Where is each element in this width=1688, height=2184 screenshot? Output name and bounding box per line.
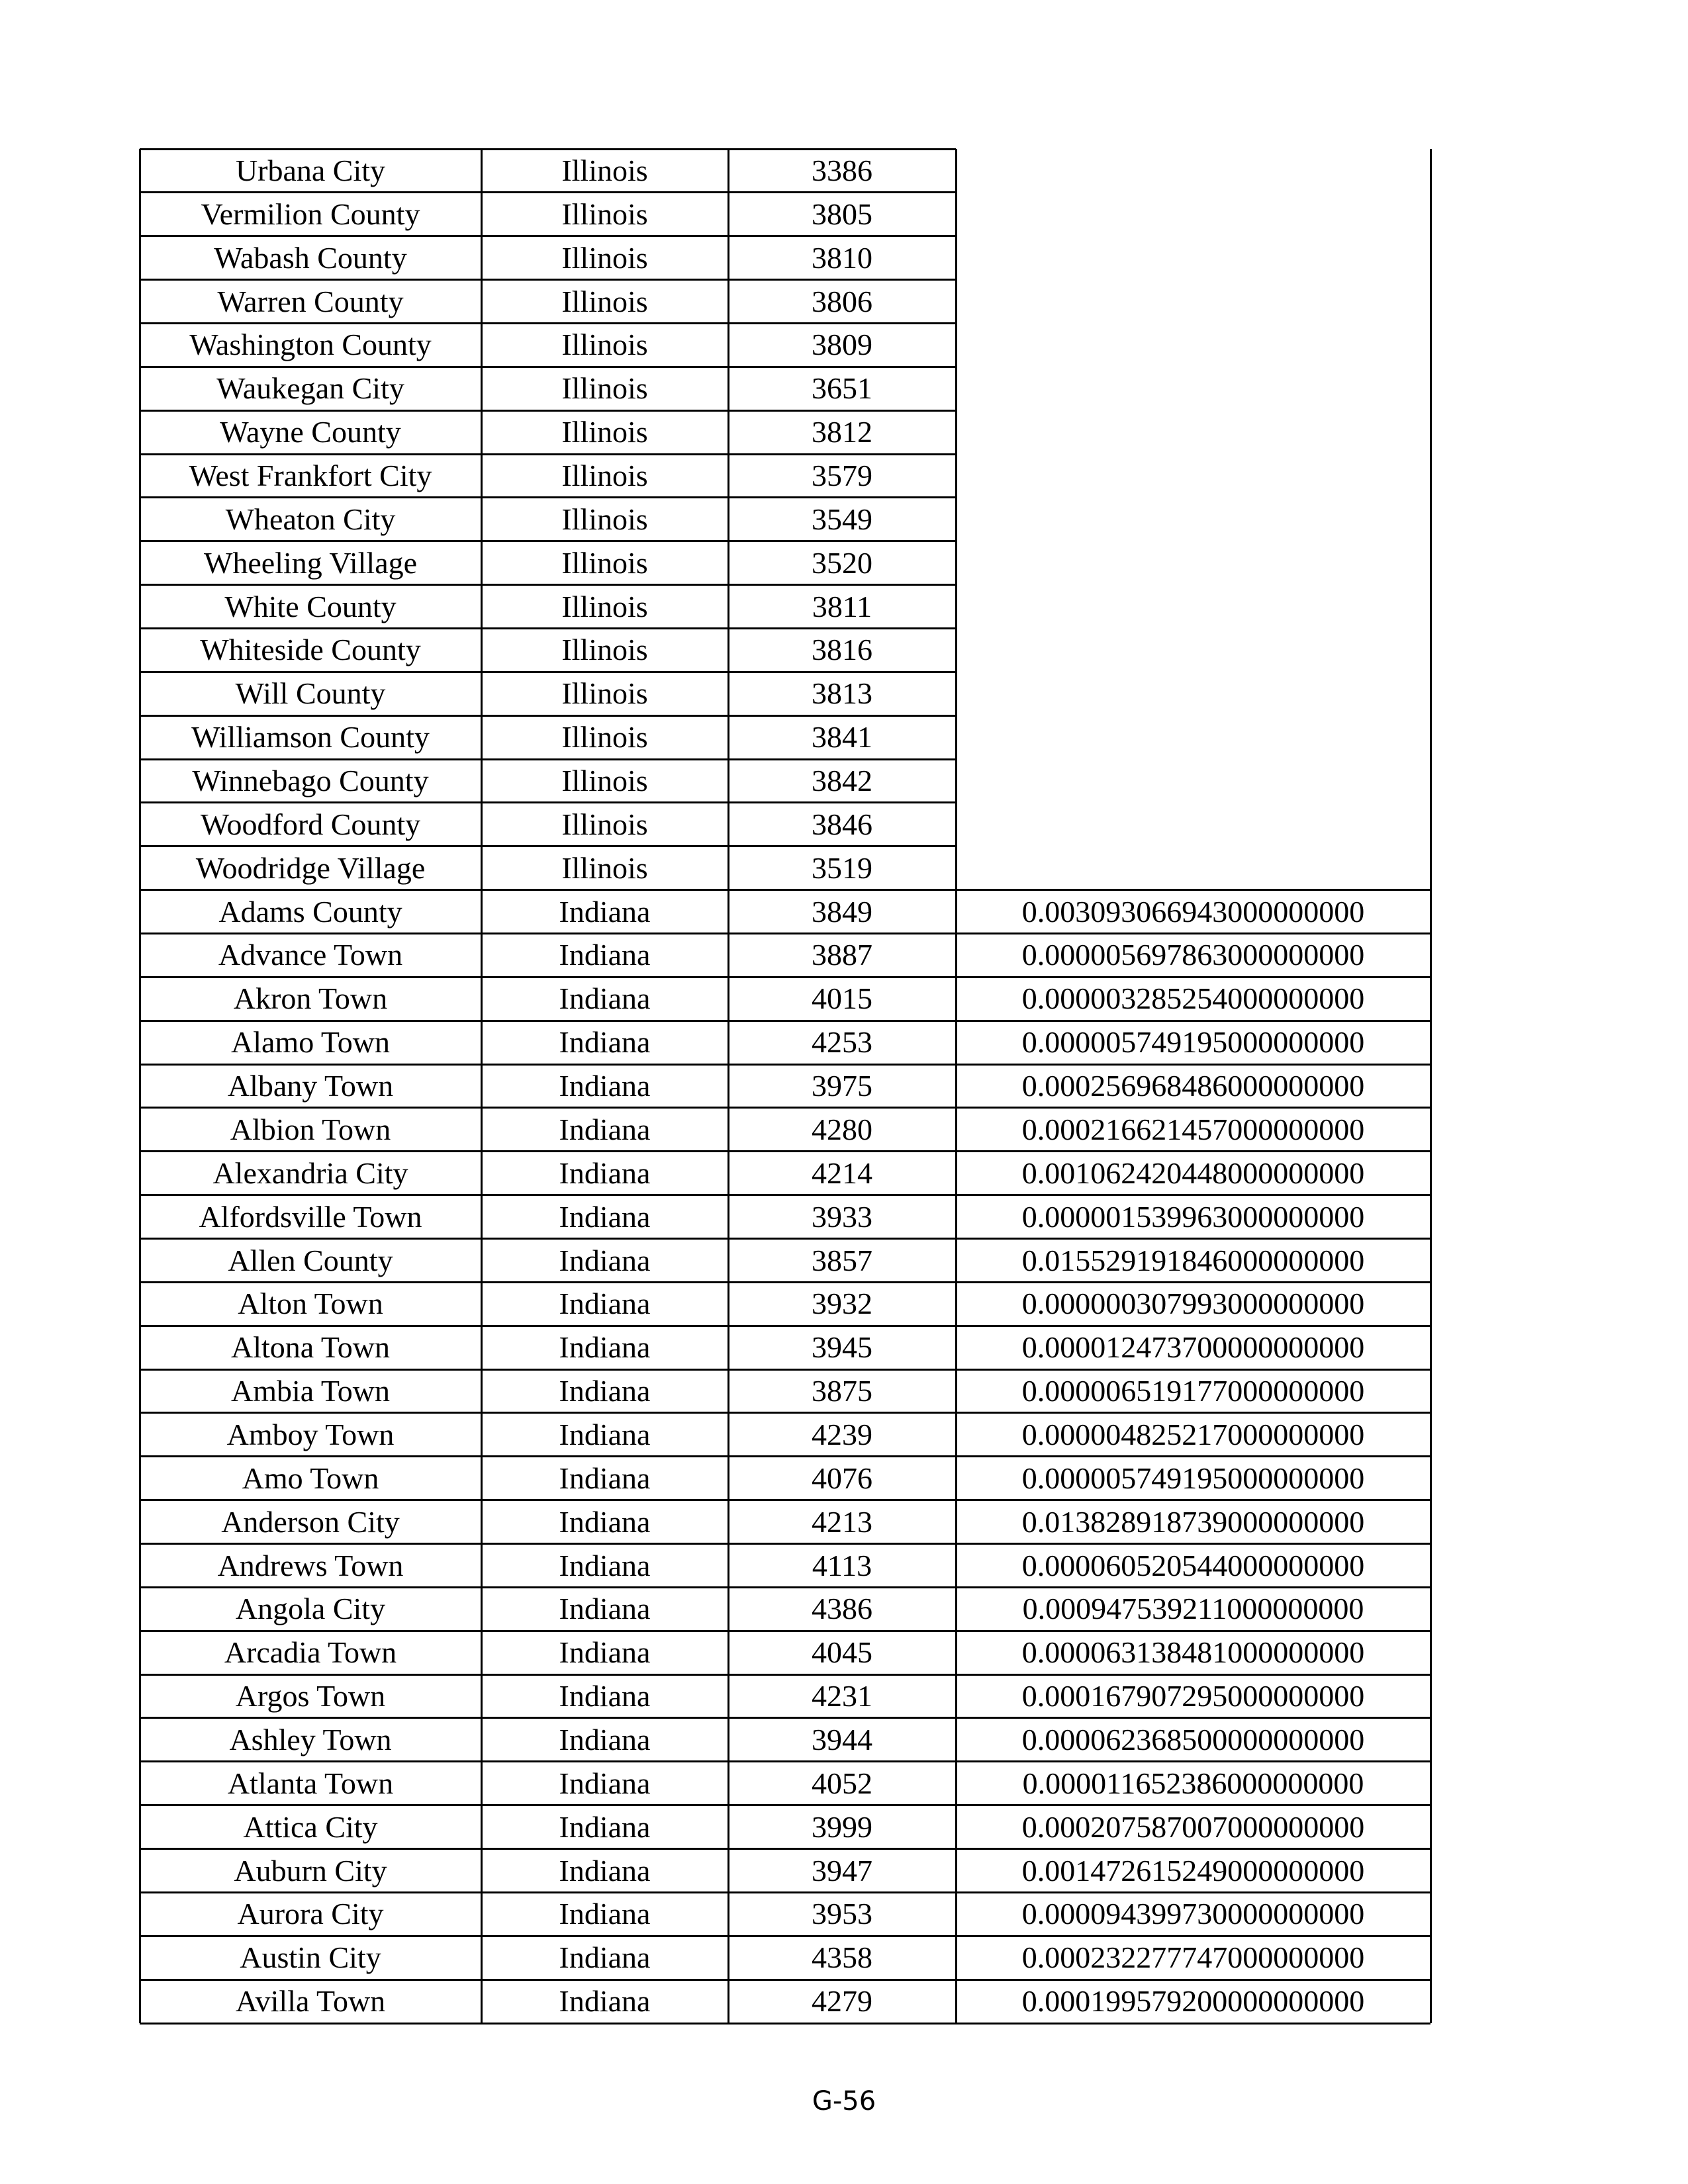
state-cell: Indiana xyxy=(559,1809,651,1844)
page-number: G-56 xyxy=(812,2086,876,2116)
code-cell: 3386 xyxy=(812,154,872,187)
state-cell: Illinois xyxy=(561,240,648,275)
code-cell: 3811 xyxy=(812,589,872,623)
table-row xyxy=(140,628,1430,672)
place-name-cell: Argos Town xyxy=(235,1679,386,1713)
row-divider xyxy=(140,1194,1430,1196)
code-cell: 4358 xyxy=(812,1940,872,1975)
place-name-cell: Wheaton City xyxy=(225,502,396,536)
share-cell: 0.000005697863000000000 xyxy=(1021,938,1365,972)
place-name-cell: Woodford County xyxy=(200,807,421,841)
code-cell: 4239 xyxy=(812,1417,872,1451)
state-cell: Indiana xyxy=(559,1504,651,1539)
place-name-cell: Amo Town xyxy=(242,1461,379,1495)
state-cell: Indiana xyxy=(559,1984,651,2019)
table-row xyxy=(140,367,1430,410)
state-cell: Illinois xyxy=(561,371,648,406)
row-divider xyxy=(140,1543,1430,1545)
code-cell: 3875 xyxy=(812,1374,872,1408)
state-cell: Illinois xyxy=(561,284,648,318)
place-name-cell: Albany Town xyxy=(227,1069,394,1103)
place-name-cell: Wheeling Village xyxy=(203,545,418,580)
place-name-cell: Vermilion County xyxy=(201,197,420,231)
row-divider xyxy=(140,801,956,803)
table-row xyxy=(140,1108,1430,1152)
share-cell: 0.000011652386000000000 xyxy=(1022,1766,1364,1800)
table-row xyxy=(140,1936,1430,1979)
table-row xyxy=(140,1849,1430,1893)
code-cell: 4045 xyxy=(812,1635,872,1670)
place-name-cell: Washington County xyxy=(189,328,432,362)
state-cell: Indiana xyxy=(559,1548,651,1582)
code-cell: 3816 xyxy=(812,633,872,667)
share-cell: 0.000012473700000000000 xyxy=(1021,1330,1365,1365)
state-cell: Illinois xyxy=(561,633,648,667)
table-row xyxy=(140,1587,1430,1631)
code-cell: 3945 xyxy=(812,1330,872,1365)
code-cell: 3944 xyxy=(812,1722,872,1756)
place-name-cell: Amboy Town xyxy=(226,1417,395,1451)
row-divider xyxy=(140,933,1430,934)
share-cell xyxy=(956,541,1430,585)
table-row xyxy=(140,1631,1430,1674)
place-name-cell: Alamo Town xyxy=(231,1025,390,1060)
place-name-cell: Waukegan City xyxy=(216,371,404,406)
share-cell xyxy=(956,672,1430,715)
share-cell: 0.000947539211000000000 xyxy=(1022,1592,1364,1626)
table-row xyxy=(140,149,1430,193)
place-name-cell: Angola City xyxy=(235,1592,386,1626)
place-name-cell: Avilla Town xyxy=(235,1984,386,2019)
code-cell: 4279 xyxy=(812,1984,872,2019)
table-row xyxy=(140,715,1430,759)
place-name-cell: Williamson County xyxy=(191,720,430,754)
share-cell: 0.000005749195000000000 xyxy=(1021,1025,1365,1060)
state-cell: Illinois xyxy=(561,459,648,493)
place-name-cell: Austin City xyxy=(240,1940,381,1975)
table-row xyxy=(140,1979,1430,2023)
state-cell: Indiana xyxy=(559,1417,651,1451)
code-cell: 3805 xyxy=(812,197,872,231)
share-cell xyxy=(956,454,1430,498)
state-cell: Illinois xyxy=(561,589,648,623)
row-divider xyxy=(140,627,956,629)
state-cell: Illinois xyxy=(561,764,648,798)
place-name-cell: Auburn City xyxy=(234,1853,387,1888)
state-cell: Indiana xyxy=(559,1374,651,1408)
share-cell xyxy=(956,759,1430,803)
code-cell: 3887 xyxy=(812,938,872,972)
column-divider xyxy=(139,149,141,2023)
state-cell: Indiana xyxy=(559,1679,651,1713)
table-row xyxy=(140,1195,1430,1239)
share-cell xyxy=(956,585,1430,629)
row-divider xyxy=(140,2023,1430,2025)
state-cell: Illinois xyxy=(561,676,648,711)
row-divider xyxy=(140,496,956,498)
place-name-cell: Albion Town xyxy=(230,1112,391,1146)
table-row xyxy=(140,541,1430,585)
state-cell: Illinois xyxy=(561,328,648,362)
share-cell: 0.000062368500000000000 xyxy=(1021,1722,1365,1756)
place-name-cell: Wabash County xyxy=(214,240,407,275)
state-cell: Illinois xyxy=(561,807,648,841)
code-cell: 3947 xyxy=(812,1853,872,1888)
place-name-cell: Andrews Town xyxy=(217,1548,404,1582)
table-row xyxy=(140,933,1430,977)
table-row xyxy=(140,1892,1430,1936)
code-cell: 4386 xyxy=(812,1592,872,1626)
state-cell: Indiana xyxy=(559,1243,651,1277)
code-cell: 4253 xyxy=(812,1025,872,1060)
table-row xyxy=(140,890,1430,934)
code-cell: 4213 xyxy=(812,1504,872,1539)
row-divider xyxy=(140,1760,1430,1762)
row-divider xyxy=(140,1674,1430,1676)
code-cell: 4076 xyxy=(812,1461,872,1495)
row-divider xyxy=(140,1586,1430,1588)
state-cell: Indiana xyxy=(559,1766,651,1800)
code-cell: 3975 xyxy=(812,1069,872,1103)
table-row xyxy=(140,672,1430,715)
share-cell xyxy=(956,498,1430,541)
state-cell: Indiana xyxy=(559,1025,651,1060)
share-cell: 0.000005749195000000000 xyxy=(1021,1461,1365,1495)
table-row xyxy=(140,1544,1430,1588)
share-cell: 0.000001539963000000000 xyxy=(1021,1199,1365,1234)
share-cell: 0.000060520544000000000 xyxy=(1021,1548,1365,1582)
share-cell: 0.000199579200000000000 xyxy=(1021,1984,1365,2019)
share-cell xyxy=(956,323,1430,367)
row-divider xyxy=(140,1891,1430,1893)
state-cell: Indiana xyxy=(559,1722,651,1756)
state-cell: Indiana xyxy=(559,1853,651,1888)
row-divider xyxy=(140,453,956,455)
row-divider xyxy=(140,1455,1430,1457)
share-cell: 0.000167907295000000000 xyxy=(1021,1679,1365,1713)
place-name-cell: Warren County xyxy=(217,284,404,318)
row-divider xyxy=(140,1020,1430,1022)
table-row xyxy=(140,1718,1430,1762)
state-cell: Illinois xyxy=(561,197,648,231)
row-divider xyxy=(140,758,956,760)
code-cell: 4113 xyxy=(812,1548,872,1582)
place-name-cell: Akron Town xyxy=(233,981,388,1016)
table-row xyxy=(140,759,1430,803)
row-divider xyxy=(140,845,956,847)
code-cell: 4214 xyxy=(812,1156,872,1190)
table-row xyxy=(140,1021,1430,1064)
place-name-cell: Anderson City xyxy=(221,1504,400,1539)
row-divider xyxy=(140,191,956,193)
code-cell: 3849 xyxy=(812,894,872,929)
place-name-cell: Aurora City xyxy=(237,1897,384,1931)
row-divider xyxy=(140,235,956,237)
place-name-cell: Atlanta Town xyxy=(227,1766,394,1800)
code-cell: 3812 xyxy=(812,415,872,449)
row-divider xyxy=(140,1107,1430,1109)
table-row xyxy=(140,1674,1430,1718)
code-cell: 3806 xyxy=(812,284,872,318)
code-cell: 3933 xyxy=(812,1199,872,1234)
share-cell xyxy=(956,367,1430,410)
place-name-cell: Attica City xyxy=(243,1809,378,1844)
state-cell: Indiana xyxy=(559,1287,651,1321)
share-cell: 0.000004825217000000000 xyxy=(1021,1417,1365,1451)
share-cell: 0.000216621457000000000 xyxy=(1021,1112,1365,1146)
state-cell: Illinois xyxy=(561,850,648,885)
code-cell: 4231 xyxy=(812,1679,872,1713)
row-divider xyxy=(140,1150,1430,1152)
row-divider xyxy=(140,540,956,542)
share-cell xyxy=(956,803,1430,846)
state-cell: Indiana xyxy=(559,1069,651,1103)
share-cell: 0.000207587007000000000 xyxy=(1021,1809,1365,1844)
place-name-cell: Allen County xyxy=(228,1243,393,1277)
code-cell: 3846 xyxy=(812,807,872,841)
row-divider xyxy=(140,1979,1430,1981)
state-cell: Indiana xyxy=(559,1592,651,1626)
place-name-cell: Urbana City xyxy=(235,154,386,187)
state-cell: Indiana xyxy=(559,938,651,972)
share-cell: 0.001472615249000000000 xyxy=(1021,1853,1365,1888)
state-cell: Indiana xyxy=(559,1112,651,1146)
share-cell: 0.000000307993000000000 xyxy=(1021,1287,1365,1321)
code-cell: 3857 xyxy=(812,1243,872,1277)
state-cell: Indiana xyxy=(559,1461,651,1495)
code-cell: 4052 xyxy=(812,1766,872,1800)
code-cell: 3932 xyxy=(812,1287,872,1321)
place-name-cell: Woodridge Village xyxy=(195,850,426,885)
share-cell: 0.013828918739000000000 xyxy=(1021,1504,1365,1539)
row-divider xyxy=(140,1412,1430,1414)
row-divider xyxy=(140,1369,1430,1371)
state-cell: Illinois xyxy=(561,545,648,580)
row-divider xyxy=(140,1848,1430,1850)
share-cell xyxy=(956,846,1430,890)
state-cell: Indiana xyxy=(559,1897,651,1931)
row-divider xyxy=(140,1499,1430,1501)
state-cell: Indiana xyxy=(559,1635,651,1670)
table-row xyxy=(140,280,1430,324)
code-cell: 3813 xyxy=(812,676,872,711)
place-name-cell: Ashley Town xyxy=(229,1722,392,1756)
place-name-cell: Will County xyxy=(235,676,386,711)
share-cell xyxy=(956,715,1430,759)
row-divider xyxy=(140,322,956,324)
table-row xyxy=(140,1064,1430,1108)
column-divider xyxy=(481,149,483,2023)
code-cell: 3953 xyxy=(812,1897,872,1931)
table-row xyxy=(140,1457,1430,1500)
share-cell: 0.015529191846000000000 xyxy=(1021,1243,1365,1277)
place-name-cell: Alton Town xyxy=(238,1287,383,1321)
row-divider xyxy=(140,410,956,412)
code-cell: 3519 xyxy=(812,850,872,885)
row-divider xyxy=(140,715,956,717)
code-cell: 3999 xyxy=(812,1809,872,1844)
row-divider xyxy=(140,1064,1430,1066)
state-cell: Indiana xyxy=(559,1330,651,1365)
code-cell: 3549 xyxy=(812,502,872,536)
table-row xyxy=(140,454,1430,498)
share-cell xyxy=(956,628,1430,672)
share-cell xyxy=(956,236,1430,280)
table-row xyxy=(140,585,1430,629)
row-divider xyxy=(140,1281,1430,1283)
place-name-cell: Altona Town xyxy=(231,1330,390,1365)
row-divider xyxy=(140,148,956,150)
share-cell: 0.003093066943000000000 xyxy=(1021,894,1365,929)
place-name-cell: Ambia Town xyxy=(231,1374,390,1408)
table-row xyxy=(140,498,1430,541)
table-row xyxy=(140,193,1430,236)
table-row xyxy=(140,1282,1430,1326)
code-cell: 3520 xyxy=(812,545,872,580)
share-cell: 0.000063138481000000000 xyxy=(1021,1635,1365,1670)
code-cell: 4280 xyxy=(812,1112,872,1146)
row-divider xyxy=(140,584,956,586)
code-cell: 3809 xyxy=(812,328,872,362)
row-divider xyxy=(140,976,1430,978)
row-divider xyxy=(140,279,956,281)
state-cell: Indiana xyxy=(559,894,651,929)
row-divider xyxy=(140,1935,1430,1937)
table-row xyxy=(140,1369,1430,1413)
place-name-cell: Wayne County xyxy=(220,415,401,449)
row-divider xyxy=(140,1238,1430,1240)
row-divider xyxy=(140,671,956,673)
table-row xyxy=(140,1762,1430,1805)
table-row xyxy=(140,1326,1430,1369)
share-cell: 0.000256968486000000000 xyxy=(1021,1069,1365,1103)
table-row xyxy=(140,236,1430,280)
share-cell: 0.000003285254000000000 xyxy=(1021,981,1365,1016)
table-row xyxy=(140,1805,1430,1849)
place-name-cell: Alexandria City xyxy=(212,1156,408,1190)
place-name-cell: West Frankfort City xyxy=(189,459,432,493)
table-row xyxy=(140,1239,1430,1283)
share-cell xyxy=(956,410,1430,454)
row-divider xyxy=(140,1630,1430,1632)
table-row xyxy=(140,1413,1430,1457)
row-divider xyxy=(140,889,1430,891)
code-cell: 3810 xyxy=(812,240,872,275)
state-cell: Illinois xyxy=(561,415,648,449)
place-name-cell: Winnebago County xyxy=(192,764,429,798)
share-cell: 0.000094399730000000000 xyxy=(1021,1897,1365,1931)
state-cell: Illinois xyxy=(561,154,648,187)
share-cell xyxy=(956,149,1430,193)
share-cell: 0.000232277747000000000 xyxy=(1021,1940,1365,1975)
state-cell: Illinois xyxy=(561,502,648,536)
row-divider xyxy=(140,1804,1430,1806)
row-divider xyxy=(140,366,956,368)
code-cell: 3841 xyxy=(812,720,872,754)
table-row xyxy=(140,1500,1430,1544)
place-name-cell: White County xyxy=(224,589,397,623)
code-cell: 3651 xyxy=(812,371,872,406)
table-row xyxy=(140,1152,1430,1195)
place-name-cell: Advance Town xyxy=(218,938,403,972)
state-cell: Indiana xyxy=(559,981,651,1016)
place-name-cell: Whiteside County xyxy=(200,633,421,667)
share-cell: 0.000006519177000000000 xyxy=(1021,1374,1365,1408)
state-cell: Indiana xyxy=(559,1940,651,1975)
share-cell xyxy=(956,193,1430,236)
column-divider xyxy=(727,149,729,2023)
place-name-cell: Adams County xyxy=(218,894,402,929)
share-cell xyxy=(956,280,1430,324)
row-divider xyxy=(140,1717,1430,1719)
share-cell: 0.001062420448000000000 xyxy=(1021,1156,1365,1190)
column-divider xyxy=(955,149,957,2023)
table-row xyxy=(140,846,1430,890)
table-row xyxy=(140,803,1430,846)
code-cell: 4015 xyxy=(812,981,872,1016)
state-cell: Indiana xyxy=(559,1156,651,1190)
state-cell: Illinois xyxy=(561,720,648,754)
table-row xyxy=(140,323,1430,367)
code-cell: 3579 xyxy=(812,459,872,493)
state-cell: Indiana xyxy=(559,1199,651,1234)
table-row xyxy=(140,977,1430,1021)
place-name-cell: Alfordsville Town xyxy=(199,1199,422,1234)
table-row xyxy=(140,410,1430,454)
row-divider xyxy=(140,1325,1430,1327)
place-name-cell: Arcadia Town xyxy=(224,1635,397,1670)
code-cell: 3842 xyxy=(812,764,872,798)
column-divider xyxy=(1430,149,1432,2023)
data-table xyxy=(140,149,1430,2023)
